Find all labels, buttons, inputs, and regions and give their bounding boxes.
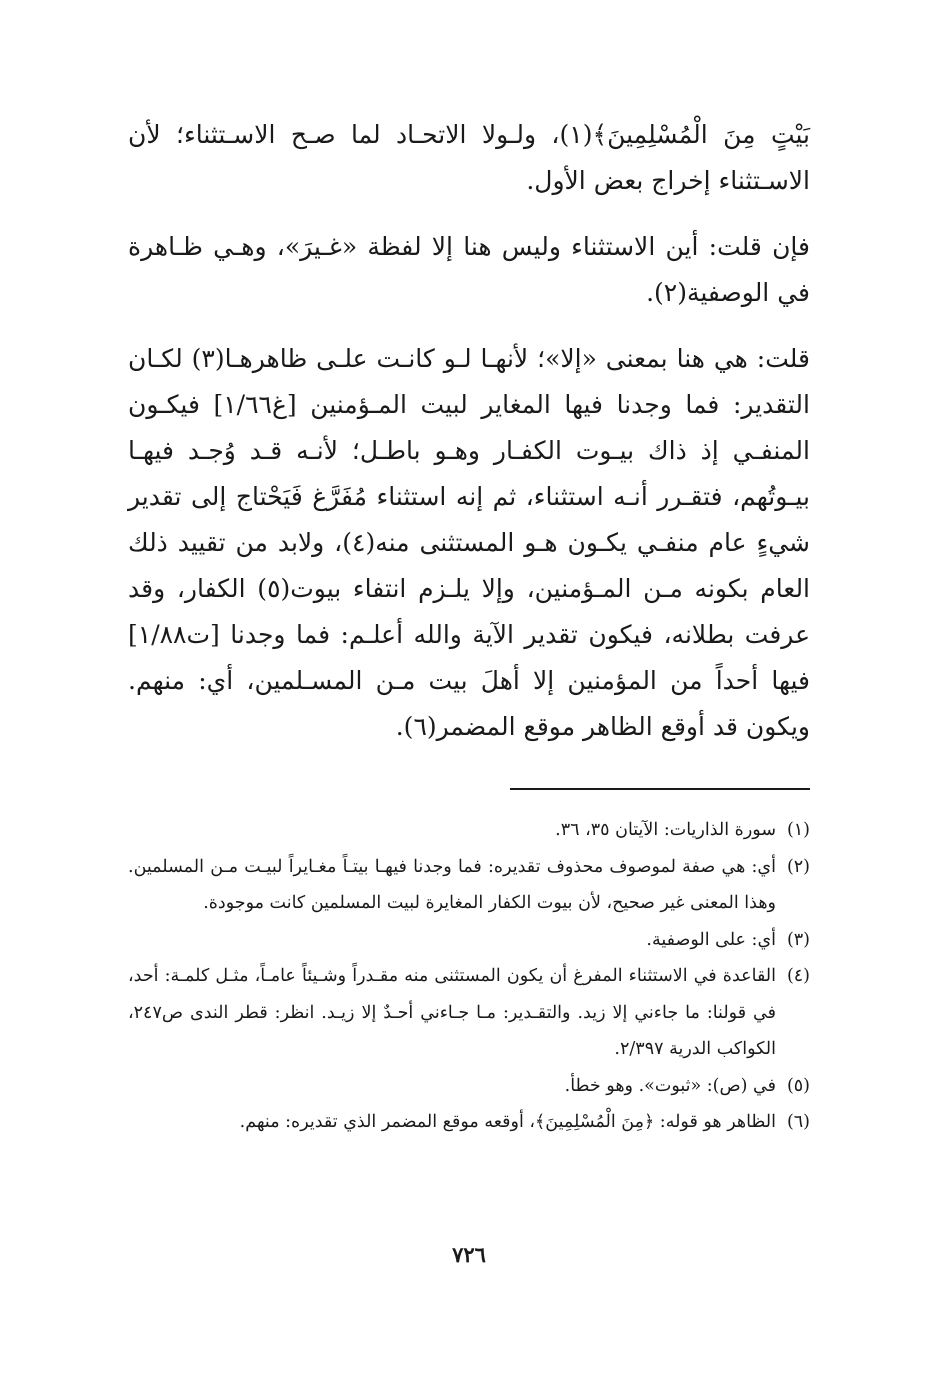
footnote-number: (٥) bbox=[786, 1075, 810, 1096]
footnote-text: أي: على الوصفية. bbox=[646, 929, 776, 950]
footnote-1 bbox=[128, 812, 810, 849]
footnote-number: (٤) bbox=[786, 966, 810, 986]
footnote-text: الظاهر هو قوله: ﴿مِنَ الْمُسْلِمِينَ﴾، أوقعه موقع المضمر الذي تقديره: منهم. bbox=[239, 1112, 776, 1132]
footnote-3 bbox=[128, 922, 810, 959]
footnotes bbox=[128, 812, 810, 1141]
paragraph-2: فإن قلت: أين الاستثناء وليس هنا إلا لفظة «غـيرَ»، وهـي ظـاهرة في الوصفية(٢). bbox=[128, 232, 810, 307]
paragraph-3: قلت: هي هنا بمعنى «إلا»؛ لأنهـا لـو كانـت علـى ظاهرهـا(٣) لكـان التقدير: فما وجدنا فيها المغاير لبيت المـؤمنين [غ١/٦٦] فيكـون المنفـي إذ ذاك بيـوت الكفـار وهـو باطـل؛ لأنـه قـد وُجـد فيهـا بيـوتُهم، فتقـرر أنـه استثناء، ثم إنه استثناء مُفَرَّغ فَيَحْتاج إلى تقدير شيءٍ عام منفـي يكـون هـو المستثنى منه(٤)، ولابد من تقييد ذلك العام بكونه مـن المـؤمنين، وإلا يلـزم انتفاء بيوت(٥) الكفار، وقد عرفت بطلانه، فيكون تقدير الآية والله أعلـم: فما وجدنا [ت١/٨٨] فيها أحداً من المؤمنين إلا أهلَ بيت مـن المسـلمين، أي: منهم. ويكون قد أوقع الظاهر موقع المضمر(٦). bbox=[128, 344, 811, 741]
main-text bbox=[128, 112, 810, 750]
footnote-text: في (ص): «ثبوت». وهو خطأ. bbox=[564, 1075, 776, 1096]
footnote-text: أي: هي صفة لموصوف محذوف تقديره: فما وجدنا فيهـا بيتـاً مغـايراً لبيـت مـن المسلمين. وهذا المعنى غير صحيح، لأن بيوت الكفار المغايرة لبيت المسلمين كانت موجودة. bbox=[128, 856, 776, 913]
footnote-separator bbox=[510, 788, 810, 790]
footnote-text: القاعدة في الاستثناء المفرغ أن يكون المستثنى منه مقـدراً وشـيئاً عامـاً، مثـل كلمـة: أحد، في قولنا: ما جاءني إلا زيد. والتقـدير: مـا جـاءني أحـدٌ إلا زيـد. انظر: قطر الندى ص٢٤٧، الكواكب الدرية ٢/٣٩٧. bbox=[128, 966, 776, 1059]
footnote-text: سورة الذاريات: الآيتان ٣٥، ٣٦. bbox=[555, 820, 776, 840]
footnote-5 bbox=[128, 1068, 810, 1105]
footnote-6 bbox=[128, 1104, 810, 1141]
page-number: ٧٢٦ bbox=[452, 1242, 486, 1267]
book-page bbox=[128, 112, 810, 1312]
footnote-number: (٢) bbox=[786, 856, 810, 877]
footnote-4 bbox=[128, 958, 810, 1068]
footnote-number: (١) bbox=[786, 820, 810, 840]
paragraph-1: بَيْتٍ مِنَ الْمُسْلِمِينَ﴾(١)، ولـولا الاتحـاد لما صـح الاسـتثناء؛ لأن الاسـتثناء إخراج بعض الأول. bbox=[128, 120, 810, 195]
footnote-2 bbox=[128, 849, 810, 922]
footnote-number: (٣) bbox=[786, 929, 810, 950]
footnote-number: (٦) bbox=[786, 1112, 810, 1132]
